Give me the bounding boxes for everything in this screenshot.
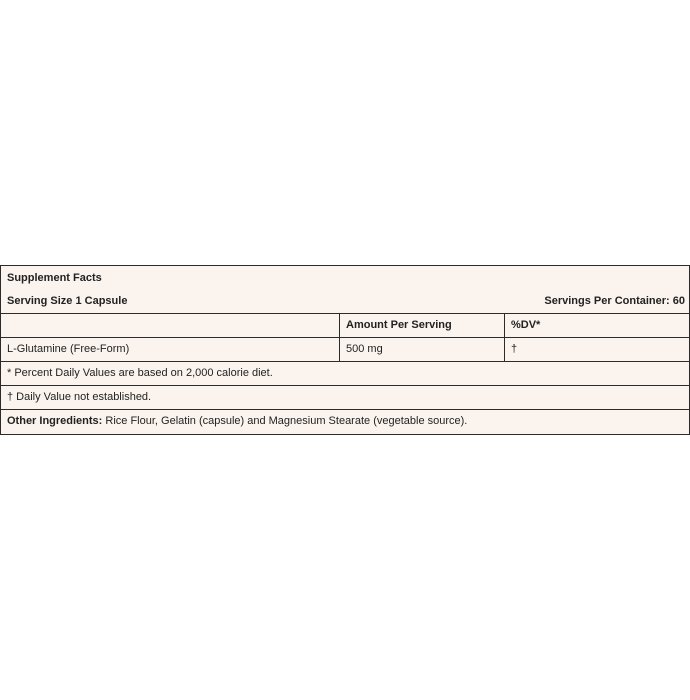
header-dv: %DV*: [511, 319, 541, 331]
ingredient-dv: †: [511, 343, 518, 355]
serving-size: Serving Size 1 Capsule: [7, 295, 128, 307]
ingredient-amount: 500 mg: [340, 338, 505, 361]
dv-not-established-note: † Daily Value not established.: [1, 386, 689, 410]
table-header-row: [1, 314, 689, 338]
header-ingredient: [1, 314, 340, 337]
header-amount: Amount Per Serving: [340, 314, 505, 337]
table-row: [1, 338, 689, 362]
supplement-facts-panel: [0, 265, 690, 435]
servings-per-container: Servings Per Container: 60: [544, 295, 685, 307]
ingredient-name: L-Glutamine (Free-Form): [1, 338, 340, 361]
other-ingredients: [1, 410, 689, 434]
other-ingredients-text: Rice Flour, Gelatin (capsule) and Magnesium Stearate (vegetable source).: [102, 415, 468, 427]
serving-info-row: [1, 290, 689, 314]
daily-values-note: * Percent Daily Values are based on 2,000 calorie diet.: [1, 362, 689, 386]
panel-title: Supplement Facts: [7, 272, 102, 284]
other-ingredients-label: Other Ingredients:: [7, 415, 103, 427]
